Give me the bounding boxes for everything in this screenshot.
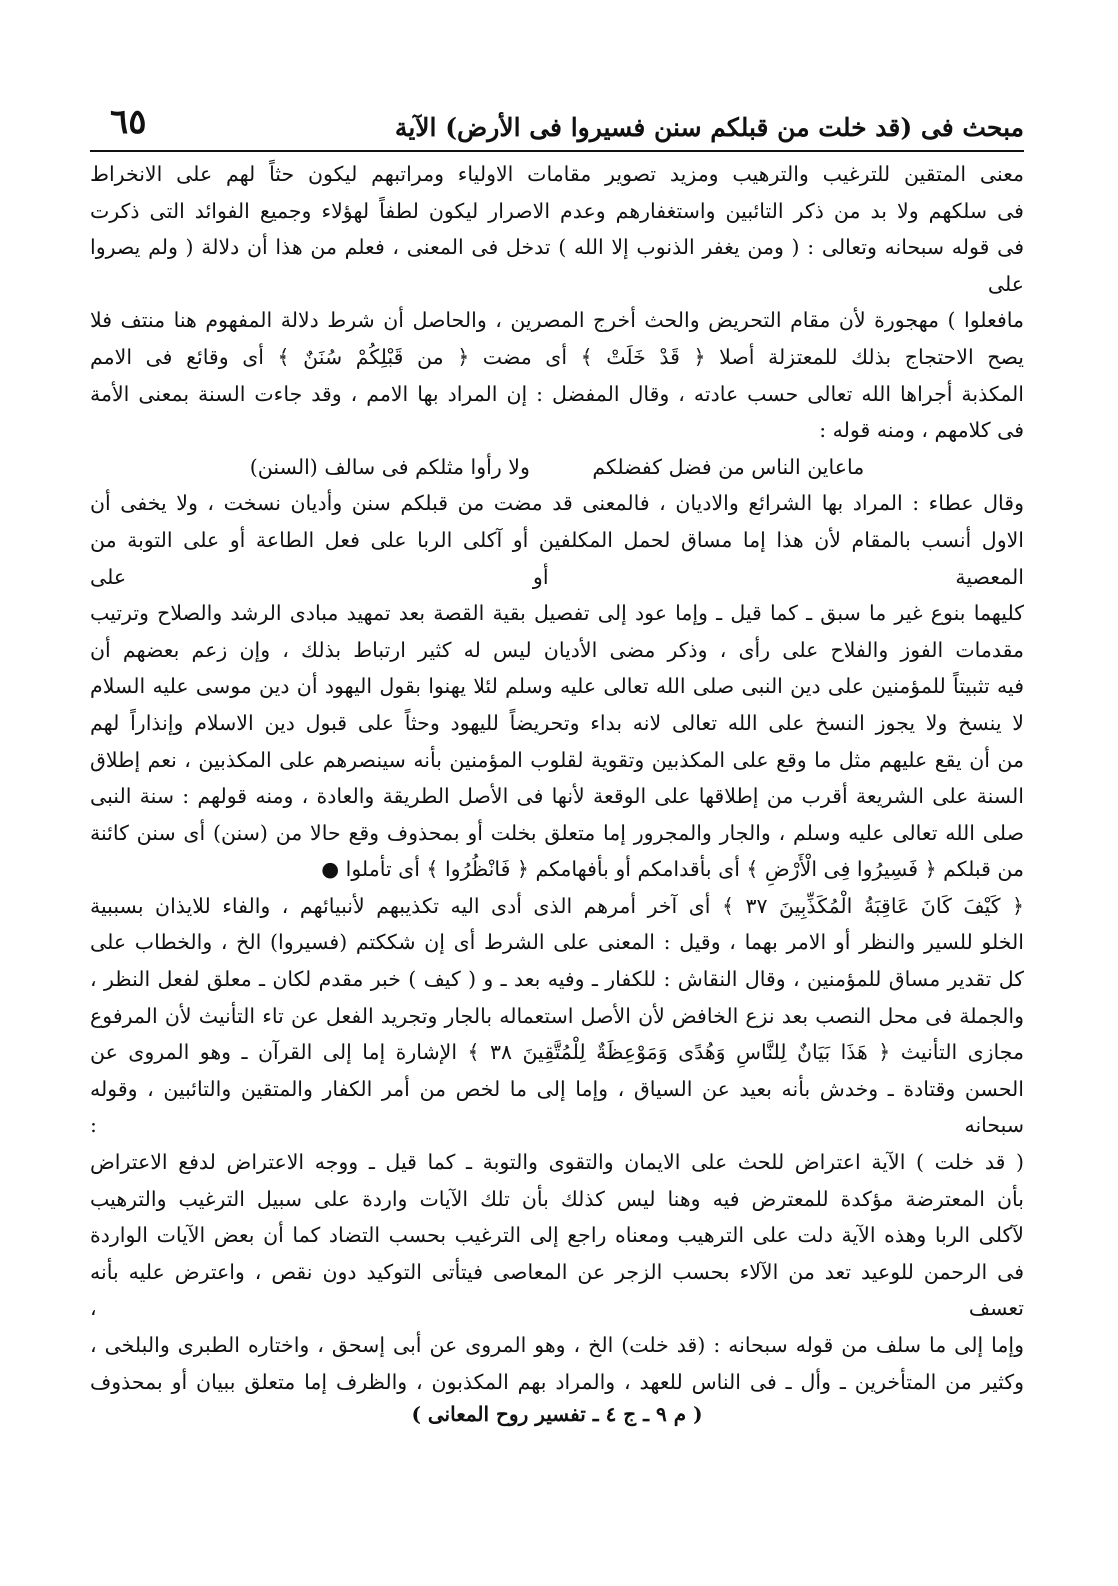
verse-hemistich-second: ولا رأوا مثلكم فى سالف (السنن) bbox=[249, 454, 530, 479]
text-line: من أن يقع عليهم مثل ما وقع على المكذبين وتقوية لقلوب المؤمنين بأنه سينصرهم على المكذبين ، نعم إطلاق bbox=[90, 747, 1024, 772]
text-line: مقدمات الفوز والفلاح على رأى ، وذكر مضى الأديان ليس له كثير ارتباط بذلك ، وإن زعم بعضهم أن bbox=[90, 637, 1024, 662]
text-line: لا ينسخ ولا يجوز النسخ على الله تعالى لانه بداء وتحريضاً لليهود وحثاً على قبول دين الاسلام وإنذاراً لهم bbox=[90, 710, 1024, 735]
text-line: مجازى التأنيث ﴿ هَذَا بَيَانٌ لِلنَّاسِ وَهُدًى وَمَوْعِظَةٌ لِلْمُتَّقِينَ ٣٨ ﴾ الإشارة إما إلى القرآن ـ وهو المروى عن bbox=[90, 1040, 1024, 1065]
text-line: وكثير من المتأخرين ـ وأل ـ فى الناس للعهد ، والمراد بهم المكذبون ، والظرف إما متعلق ببيان أو بمحذوف bbox=[90, 1369, 1024, 1394]
text-line: فى سلكهم ولا بد من ذكر التائبين واستغفارهم وعدم الاصرار ليكون لطفاً لهؤلاء وجميع الفوائد التى ذكرت bbox=[90, 198, 1024, 223]
text-line: معنى المتقين للترغيب والترهيب ومزيد تصوير مقامات الاولياء ومراتبهم ليكون حثاً لهم على الانخراط bbox=[90, 162, 1024, 186]
text-line: بأن المعترضة مؤكدة للمعترض فيه وهنا ليس كذلك بأن تلك الآيات واردة على سبيل الترغيب والترهيب bbox=[90, 1186, 1024, 1211]
text-line: كل تقدير مساق للمؤمنين ، وقال النقاش : للكفار ـ وفيه بعد ـ و ( كيف ) خبر مقدم لكان ـ معلق لفعل النظر ، bbox=[90, 967, 1024, 992]
text-line: الاول أنسب بالمقام لأن هذا إما مساق لحمل المكلفين أو آكلى الربا على فعل الطاعة أو على التوبة من المعصية أو على bbox=[90, 527, 1024, 589]
text-line: فى كلامهم ، ومنه قوله : bbox=[819, 418, 1024, 443]
text-line: الخلو للسير والنظر أو الامر بهما ، وقيل : المعنى على الشرط أى إن شككتم (فسيروا) الخ ، والخطاب على bbox=[90, 930, 1024, 955]
verse-hemistich-first: ماعاين الناس من فضل كفضلكم bbox=[592, 454, 865, 479]
text-line: السنة على الشريعة أقرب من إطلاقها على الوقعة لأنها فى الأصل الطريقة والعادة ، ومنه قولهم : سنة النبى bbox=[90, 784, 1024, 809]
text-line: وإما إلى ما سلف من قوله سبحانه : (قد خلت) الخ ، وهو المروى عن أبى إسحق ، واختاره الطبرى والبلخى ، bbox=[90, 1333, 1024, 1357]
text-line: الحسن وقتادة ـ وخدش بأنه بعيد عن السياق ، وإما إلى ما لخص من أمر الكفار والمتقين والتائبين ، وقوله سبحانه : bbox=[90, 1076, 1024, 1138]
text-line: وقال عطاء : المراد بها الشرائع والاديان ، فالمعنى قد مضت من قبلكم سنن وأديان نسخت ، ولا يخفى أن bbox=[90, 491, 1024, 516]
body-text bbox=[90, 156, 1024, 1400]
text-line: المكذبة أجراها الله تعالى حسب عادته ، وقال المفضل : إن المراد بها الامم ، وقد جاءت السنة بمعنى الأمة bbox=[90, 381, 1024, 406]
text-line: صلى الله تعالى عليه وسلم ، والجار والمجرور إما متعلق بخلت أو بمحذوف وقع حالا من (سنن) أى سنن كائنة bbox=[90, 820, 1024, 845]
running-title: مبحث فى (قد خلت من قبلكم سنن فسيروا فى الأرض) الآية bbox=[394, 113, 1024, 142]
text-line: كليهما بنوع غير ما سبق ـ كما قيل ـ وإما عود إلى تفصيل بقية القصة بعد تمهيد مبادى الرشد والصلاح وترتيب bbox=[90, 601, 1024, 626]
text-line: من قبلكم ﴿ فَسِيرُوا فِى الْأَرْضِ ﴾ أى بأقدامكم أو بأفهامكم ﴿ فَانْظُرُوا ﴾ أى تأملوا ● bbox=[321, 857, 1024, 882]
page-header bbox=[90, 88, 1024, 152]
text-line: لآكلى الربا وهذه الآية دلت على الترهيب ومعناه راجع إلى الترغيب بحسب التضاد كما أن بعض الآيات الواردة bbox=[90, 1223, 1024, 1248]
poetry-verse bbox=[90, 449, 1024, 486]
page-number: ٦٥ bbox=[110, 102, 147, 142]
text-line: فى الرحمن للوعيد تعد من الآلاء بحسب الزجر عن المعاصى فيتأتى التوكيد دون نقص ، واعترض عليه بأنه تعسف ، bbox=[90, 1259, 1024, 1321]
text-line: يصح الاحتجاج بذلك للمعتزلة أصلا ﴿ قَدْ خَلَتْ ﴾ أى مضت ﴿ من قَبْلِكُمْ سُنَنٌ ﴾ أى وقائع فى الامم bbox=[90, 344, 1024, 369]
text-line: فيه تثبيتاً للمؤمنين على دين النبى صلى الله تعالى عليه وسلم لئلا يهنوا بقول اليهود أن دين موسى عليه السلام bbox=[90, 674, 1024, 699]
text-line: فى قوله سبحانه وتعالى : ( ومن يغفر الذنوب إلا الله ) تدخل فى المعنى ، فعلم من هذا أن دلالة ( ولم يصروا على bbox=[90, 235, 1024, 296]
text-line: ﴿ كَيْفَ كَانَ عَاقِبَةُ الْمُكَذِّبِينَ ٣٧ ﴾ أى آخر أمرهم الذى أدى اليه تكذيبهم لأنبيائهم ، والفاء للايذان بسببية bbox=[90, 893, 1024, 918]
text-line: مافعلوا ) مهجورة لأن مقام التحريض والحث أخرج المصرين ، والحاصل أن شرط دلالة المفهوم هنا منتف فلا bbox=[90, 308, 1024, 333]
text-line: ( قد خلت ) الآية اعتراض للحث على الايمان والتقوى والتوبة ـ كما قيل ـ ووجه الاعتراض لدفع الاعتراض bbox=[90, 1150, 1024, 1175]
printer-signature: ( م ٩ ـ ج ٤ ـ تفسير روح المعانى ) bbox=[411, 1402, 703, 1427]
text-line: والجملة فى محل النصب بعد نزع الخافض لأن الأصل استعماله بالجار وتجريد الفعل عن تاء التأنيث لأن المرفوع bbox=[90, 1003, 1024, 1028]
